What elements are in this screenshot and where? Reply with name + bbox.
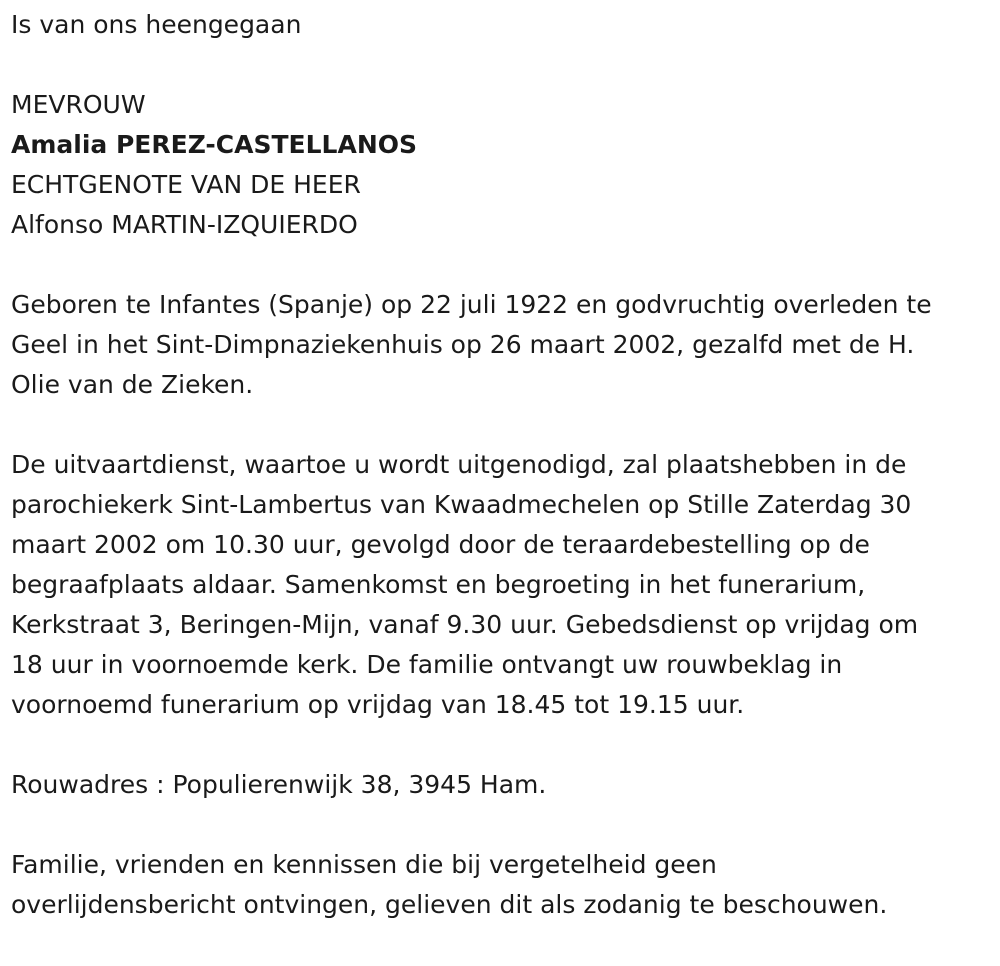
funeral-paragraph [11,445,991,725]
spacer [11,805,991,845]
paragraph-line: parochiekerk Sint-Lambertus van Kwaadmechelen op Stille Zaterdag 30 [11,490,912,519]
mourning-address: Rouwadres : Populierenwijk 38, 3945 Ham. [11,770,547,799]
spacer [11,45,991,85]
paragraph-line: overlijdensbericht ontvingen, gelieven dit als zodanig te beschouwen. [11,890,888,919]
closing-paragraph [11,845,991,925]
paragraph-line: begraafplaats aldaar. Samenkomst en begroeting in het funerarium, [11,570,866,599]
intro-text: Is van ons heengegaan [11,10,302,39]
spacer [11,725,991,765]
paragraph-line: Kerkstraat 3, Beringen-Mijn, vanaf 9.30 uur. Gebedsdienst op vrijdag om [11,610,919,639]
spacer [11,405,991,445]
spacer [11,245,991,285]
paragraph-line: Familie, vrienden en kennissen die bij vergetelheid geen [11,850,717,879]
spouse-name: Alfonso MARTIN-IZQUIERDO [11,210,358,239]
paragraph-line: De uitvaartdienst, waartoe u wordt uitgenodigd, zal plaatshebben in de [11,450,907,479]
paragraph-line: Olie van de Zieken. [11,370,254,399]
birth-death-paragraph [11,285,991,405]
title-prefix: MEVROUW [11,90,146,119]
paragraph-line: 18 uur in voornoemde kerk. De familie ontvangt uw rouwbeklag in [11,650,843,679]
paragraph-line: Geboren te Infantes (Spanje) op 22 juli 1922 en godvruchtig overleden te [11,290,932,319]
relation-text: ECHTGENOTE VAN DE HEER [11,170,361,199]
paragraph-line: maart 2002 om 10.30 uur, gevolgd door de teraardebestelling op de [11,530,870,559]
paragraph-line: Geel in het Sint-Dimpnaziekenhuis op 26 maart 2002, gezalfd met de H. [11,330,915,359]
deceased-name: Amalia PEREZ-CASTELLANOS [11,130,417,159]
paragraph-line: voornoemd funerarium op vrijdag van 18.45 tot 19.15 uur. [11,690,745,719]
death-notice [11,0,991,925]
